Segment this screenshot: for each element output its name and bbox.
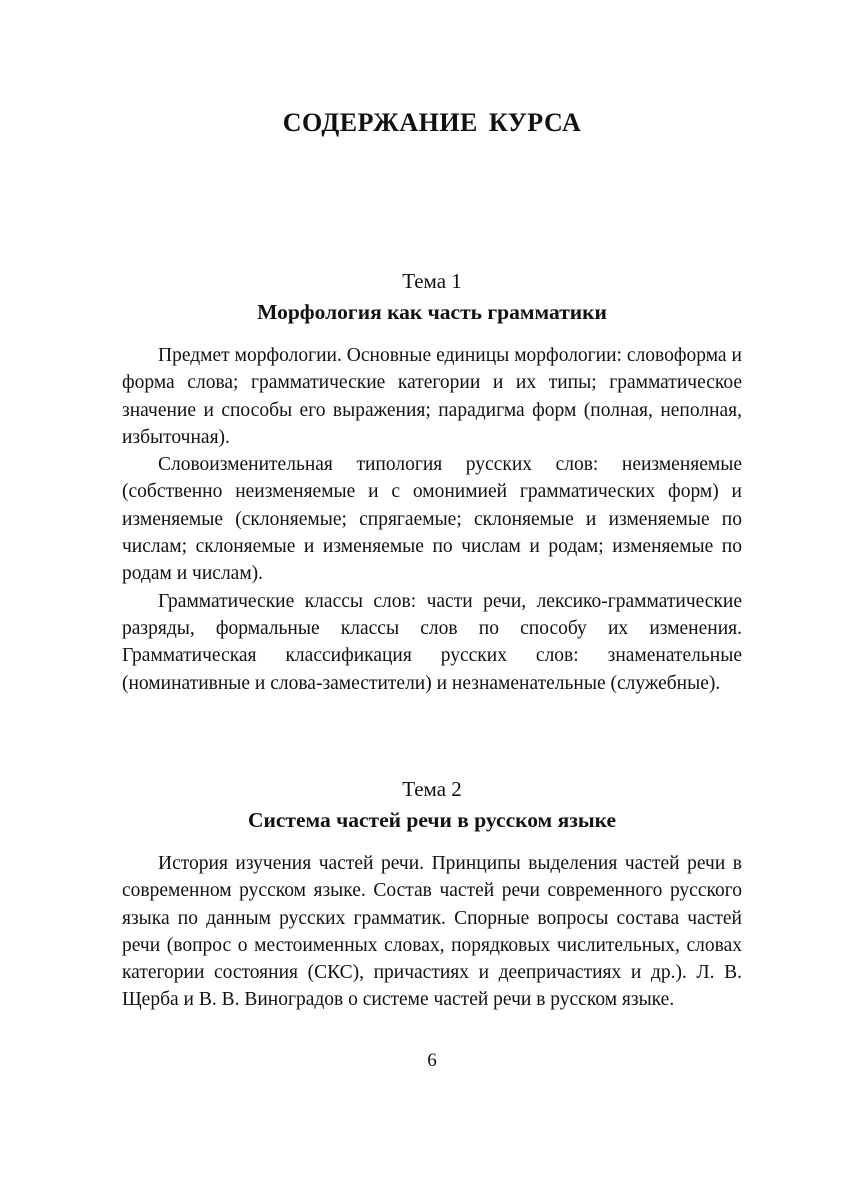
topic-1-paragraph-1: Предмет морфологии. Основные единицы морфологии: словоформа и форма слова; грамматические категории и их типы; грамматическое значение и способы его выражения; парадигма форм (полная, неполная, избыточная).	[122, 345, 742, 448]
topic-1	[122, 266, 742, 697]
topic-1-title: Морфология как часть грамматики	[257, 300, 607, 324]
document-page	[122, 0, 742, 1182]
course-title: СОДЕРЖАНИЕ КУРСА	[282, 108, 582, 137]
topic-1-paragraph-3: Грамматические классы слов: части речи, лексико-грамматические разряды, формальные классы слов по способу их изменения. Грамматическая классификация русских слов: знаменательные (номинативные и слова-заместители) и незнаменательные (служебные).	[122, 590, 742, 694]
page-number: 6	[427, 1050, 437, 1071]
topic-2-number: Тема 2	[402, 777, 462, 801]
topic-1-paragraph-2: Словоизменительная типология русских слов: неизменяемые (собственно неизменяемые и с омонимией грамматических форм) и изменяемые (склоняемые; спрягаемые; склоняемые и изменяемые по числам; склоняемые и изменяемые по числам и родам; изменяемые по родам и числам).	[122, 454, 742, 585]
topic-2-paragraph-1: История изучения частей речи. Принципы выделения частей речи в современном русском языке. Состав частей речи современного русского языка по данным русских грамматик. Спорные вопросы состава частей речи (вопрос о местоименных словах, порядковых числительных, словах категории состояния (СКС), причастиях и деепричастиях и др.). Л. В. Щерба и В. В. Виноградов о системе частей речи в русском языке.	[122, 853, 742, 1011]
topic-2	[122, 774, 742, 1014]
topic-1-number: Тема 1	[402, 269, 462, 293]
topic-2-title: Система частей речи в русском языке	[247, 808, 617, 832]
